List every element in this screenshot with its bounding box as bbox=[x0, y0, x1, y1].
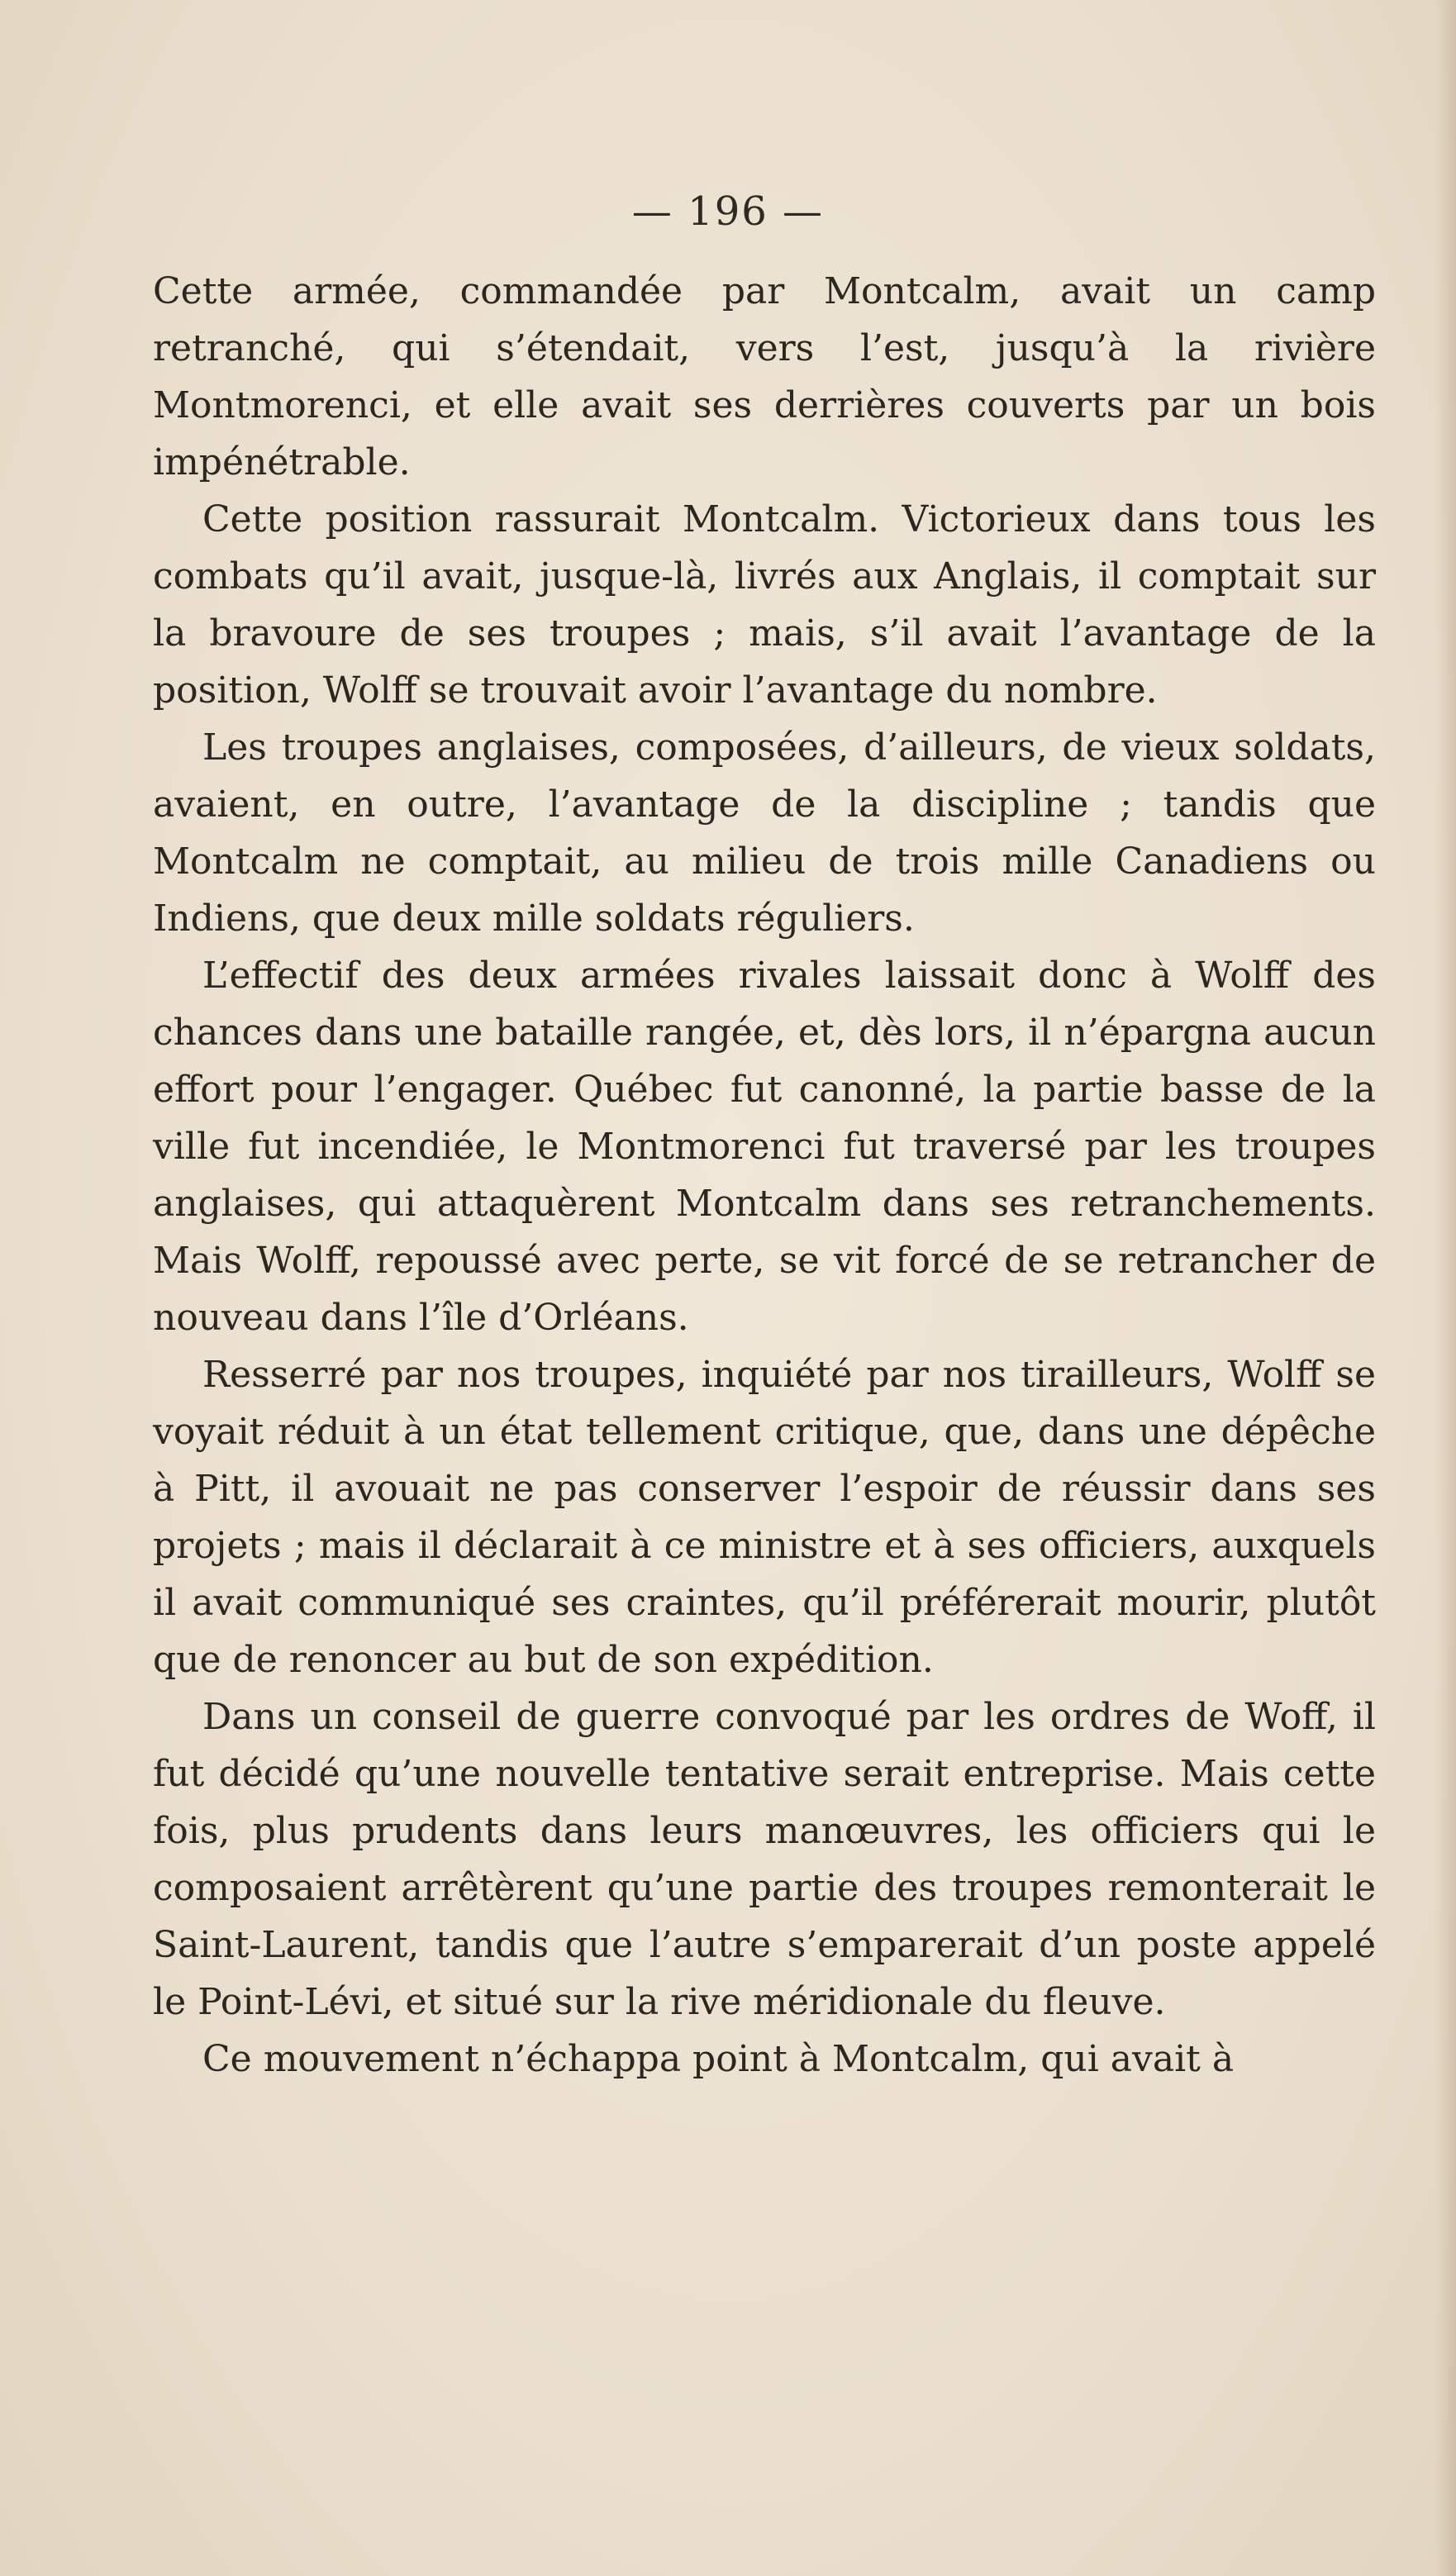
paragraph-5: Resserré par nos troupes, inquiété par nos tirailleurs, Wolff se voyait réduit à un état tellement critique, que, dans une dépêche à Pitt, il avouait ne pas conserver l’espoir de réussir dans ses projets ; mais il déclarait à ce ministre et à ses officiers, auxquels il avait communiqué ses craintes, qu’il préférerait mourir, plutôt que de renoncer au but de son expédition. bbox=[153, 1354, 1376, 1681]
paragraph-2: Cette position rassurait Montcalm. Victorieux dans tous les combats qu’il avait, jusque-là, livrés aux Anglais, il comptait sur la bravoure de ses troupes ; mais, s’il avait l’avantage de la position, Wolff se trouvait avoir l’avantage du nombre. bbox=[153, 498, 1376, 712]
paragraph-7: Ce mouvement n’échappa point à Montcalm, qui avait à bbox=[202, 2038, 1235, 2080]
page-binding-shadow bbox=[1435, 0, 1456, 2576]
body-text bbox=[153, 263, 1376, 2088]
paragraph-6: Dans un conseil de guerre convoqué par les ordres de Woff, il fut décidé qu’une nouvelle tentative serait entreprise. Mais cette fois, plus prudents dans leurs manœuvres, les officiers qui le composaient arrêtèrent qu’une partie des troupes remonterait le Saint-Laurent, tandis que l’autre s’emparerait d’un poste appelé le Point-Lévi, et situé sur la rive méridionale du fleuve. bbox=[153, 1696, 1376, 2023]
paragraph-3: Les troupes anglaises, composées, d’ailleurs, de vieux soldats, avaient, en outre, l’avantage de la discipline ; tandis que Montcalm ne comptait, au milieu de trois mille Canadiens ou Indiens, que deux mille soldats réguliers. bbox=[153, 726, 1376, 940]
paragraph-4: L’effectif des deux armées rivales laissait donc à Wolff des chances dans une bataille rangée, et, dès lors, il n’épargna aucun effort pour l’engager. Québec fut canonné, la partie basse de la ville fut incendiée, le Montmorenci fut traversé par les troupes anglaises, qui attaquèrent Montcalm dans ses retranchements. Mais Wolff, repoussé avec perte, se vit forcé de se retrancher de nouveau dans l’île d’Orléans. bbox=[153, 955, 1376, 1339]
page-number: — 196 — bbox=[631, 188, 825, 235]
paragraph-1: Cette armée, commandée par Montcalm, avait un camp retranché, qui s’étendait, vers l’est, jusqu’à la rivière Montmorenci, et elle avait ses derrières couverts par un bois impénétrable. bbox=[153, 270, 1376, 483]
